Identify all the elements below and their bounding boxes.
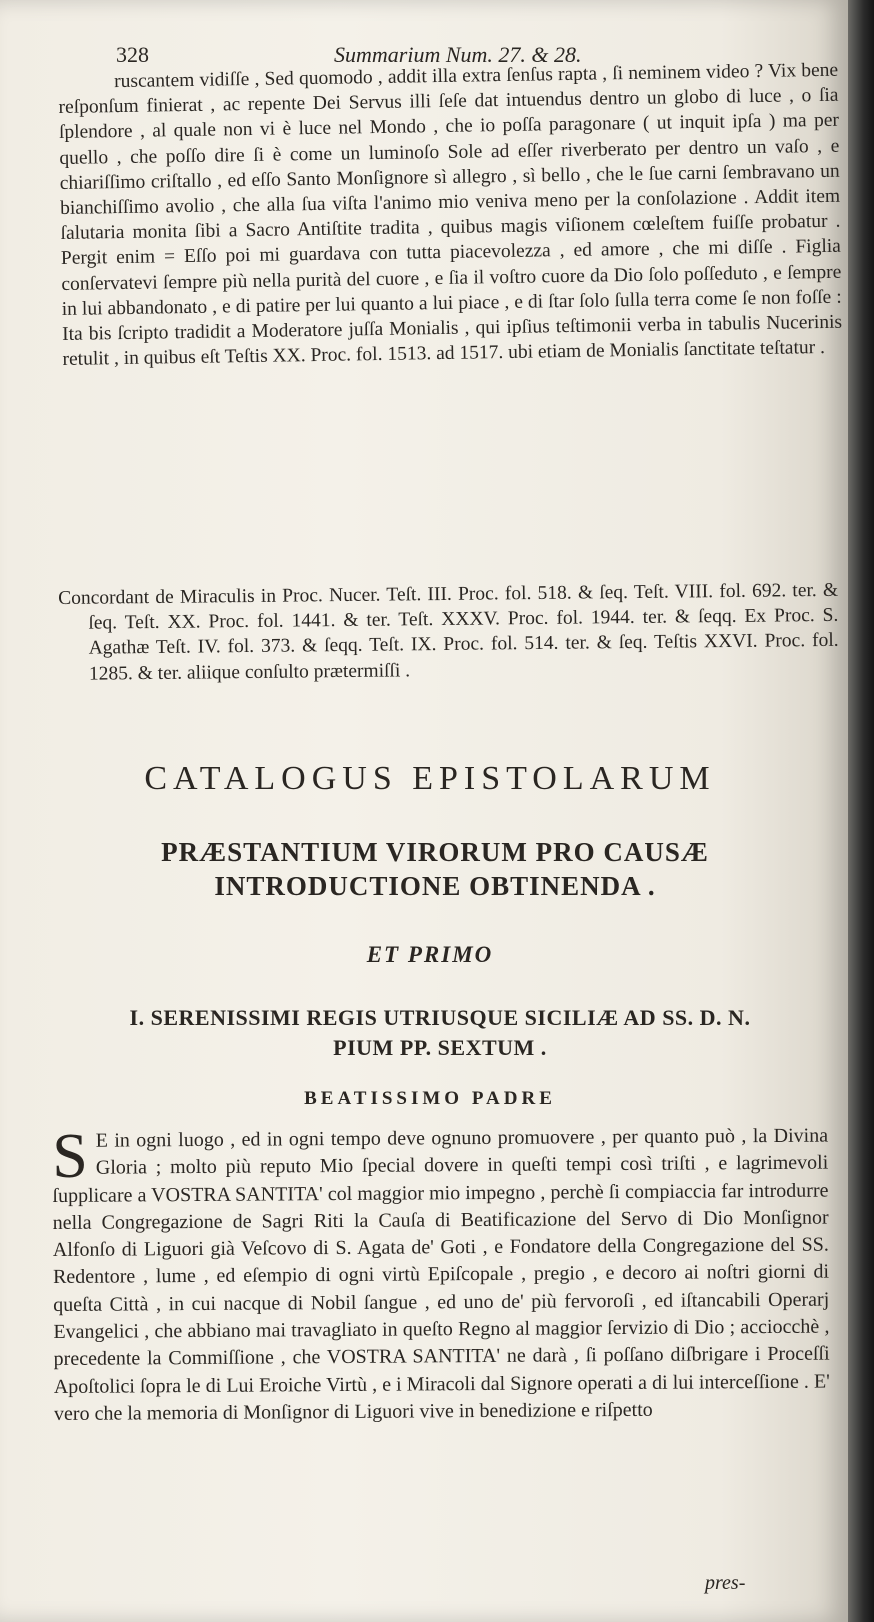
continued-text: ruscantem vidiſſe , Sed quomodo , addit illa extra ſenſus rapta , ſi neminem video ? Vix bene reſponſum finierat , ac repente Dei Servus illi ſeſe dat intuendus dentro un globo di luce , o ſia ſplendore , al quale non vi è luce nel Mondo , che io poſſa paragonare ( ut inquit ipſa ) ma per quello , che poſſo dire ſi è come un luminoſo Sole ad eſſer riverberato per dentro un vaſo , e chiariſſimo criſtallo , ed eſſo Santo Monſignore sì allegro , sì bello , che le ſue carni ſembravano un bianchiſſimo avolio , che alla ſua viſta l'animo mio veniva meno per la conſolazione . Addit item ſalutaria monita ſibi a Sacro Antiſtite tradita , quibus magis viſionem cœleſtem fuiſſe probatur . Pergit enim = Eſſo poi mi guardava con tutta piacevolezza , ed amore , che mi diſſe . Figlia conſervatevi ſempre più nella purità del cuore , e ſia il voſtro cuore da Dio ſolo poſſeduto , e ſempre in lui abbandonato , e di patire per lui quanto a lui piace , e di ſtar ſolo ſulla terra come ſe non foſſe : Ita bis ſcripto tradidit a Moderatore juſſa Monialis , qui ipſius teſtimonii verba in tabulis Nucerinis retulit , in quibus eſt Teſtis XX. Proc. fol. 1513. ad 1517. ubi etiam de Monialis ſanctitate teſtatur .	[58, 59, 843, 371]
continued-paragraph	[58, 58, 843, 373]
letter-heading: I. SERENISSIMI REGIS UTRIUSQUE SICILIÆ AD SS. D. N. PIUM PP. SEXTUM .	[129, 1005, 751, 1060]
page-number: 328	[116, 42, 149, 67]
concordant-text: Concordant de Miraculis in Proc. Nucer. Teſt. III. Proc. fol. 518. & ſeq. Teſt. VIII. fol. 692. ter. & ſeq. Teſt. XX. Proc. fol. 1441. & ter. Teſt. XXXV. Proc. fol. 1944. ter. & ſeqq. Ex Proc. S. Agathæ Teſt. IV. fol. 373. & ſeqq. Teſt. IX. Proc. fol. 514. ter. & ſeq. Teſtis XXVI. Proc. fol. 1285. & ter. aliique conſulto prætermiſſi .	[58, 579, 839, 685]
catalog-subtitle: PRÆSTANTIUM VIRORUM PRO CAUSÆ INTRODUCTIONE OBTINENDA .	[161, 837, 709, 901]
catchword: pres-	[705, 1572, 746, 1594]
drop-cap: S	[51, 1119, 89, 1191]
running-head: Summarium Num. 27. & 28.	[334, 42, 582, 67]
letter-body	[51, 1119, 830, 1429]
salutation: BEATISSIMO PADRE	[304, 1088, 556, 1109]
catalog-title: CATALOGUS EPISTOLARUM	[144, 760, 716, 797]
page-edge-shadow	[848, 0, 874, 1622]
letter-text: E in ogni luogo , ed in ogni tempo deve ognuno promuovere , per quanto può , la Divina Gloria ; molto più reputo Mio ſpecial dovere in queſti tempi così triſti , e lagrimevoli ſupplicare a VOSTRA SANTITA' col maggior mio impegno , perchè ſi compiaccia far introdurre nella Congregazione de Sagri Riti la Cauſa di Beatificazione del Servo di Dio Monſignor Alfonſo di Liguori già Veſcovo di S. Agata de' Goti , e Fondatore della Congregazione del SS. Redentore , lume , ed eſempio di ogni virtù Epiſcopale , pregio , e decoro ai noſtri giorni di queſta Città , in cui nacque di Nobil ſangue , ed uno de' più fervoroſi , ed iſtancabili Operarj Evangelici , che abbiano mai travagliato in queſto Regno al maggior ſervizio di Dio ; acciocchè , precedente la Commiſſione , che VOSTRA SANTITA' ne darà , ſi poſſano diſbrigare i Proceſſi Apoſtolici ſopra le di Lui Eroiche Virtù , e i Miracoli dal Signore operati a di lui interceſſione . E' vero che la memoria di Monſignor di Liguori vive in benedizione e riſpetto	[52, 1124, 830, 1425]
et-primo-heading: ET PRIMO	[366, 942, 494, 967]
concordant-paragraph	[58, 578, 839, 687]
